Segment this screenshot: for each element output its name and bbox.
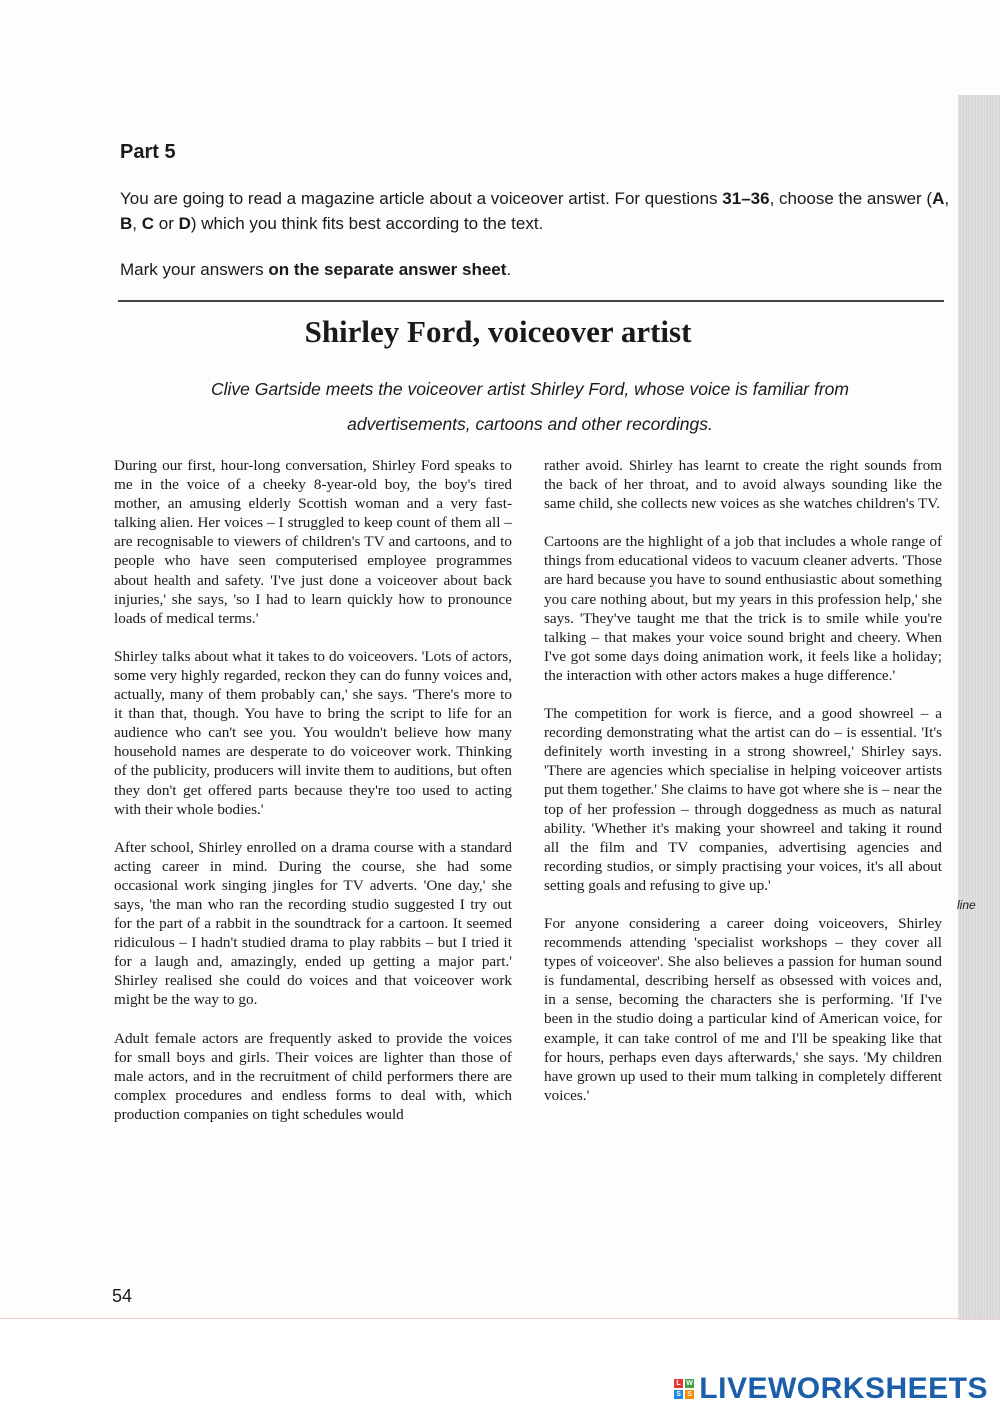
article-column-right — [544, 456, 942, 1124]
article-paragraph: For anyone considering a career doing voiceovers, Shirley recommends attending 'specialist workshops – they cover all types of voiceover'. She also believes a passion for human sound is fundamental, describing herself as obsessed with voices and, in a sense, becoming the characters she is performing. 'If I've been in the studio doing a particular kind of American voice, for example, it can take control of me and I'll be speaking like that for hours, perhaps even days afterwards,' she says. 'My children have grown up used to their mum talking in completely different voices.' — [544, 914, 942, 1104]
part-heading: Part 5 — [120, 141, 176, 163]
article-column-left — [114, 456, 512, 1143]
page-number: 54 — [112, 1286, 133, 1306]
brand-name: LIVEWORKSHEETS — [699, 1372, 988, 1405]
article-title: Shirley Ford, voiceover artist — [304, 314, 692, 349]
article-paragraph: During our first, hour-long conversation, Shirley Ford speaks to me in the voice of a cheeky 8-year-old boy, the boy's tired mother, an amusing elderly Scottish woman and a very fast-talking alien. Her voices – I struggled to keep count of them all – are recognisable to viewers of children's TV and cartoons, and to people who have seen computerised employee programmes about health and safety. 'I've just done a voiceover about back injuries,' she says, 'so I had to learn quickly how to pronounce loads of medical terms.' — [114, 457, 512, 627]
article-paragraph: rather avoid. Shirley has learnt to create the right sounds from the back of her throat, and to avoid always sounding like the same child, she collects new voices as she watches children's TV. — [544, 457, 942, 513]
logo-square: S — [676, 1391, 682, 1398]
article-paragraph: After school, Shirley enrolled on a drama course with a standard acting career in mind. During the course, she had some occasional work singing jingles for TV adverts. 'One day,' she says, 'the man who ran the recording studio suggested I try out for the part of a rabbit in the soundtrack for a cartoon. It seemed ridiculous – I hadn't studied drama to play rabbits – but I tried it for a laugh and, amazingly, ended up getting a major part.' Shirley realised she could do voices and that voiceover work might be the way to go. — [114, 838, 512, 1009]
liveworksheets-brand — [673, 1372, 988, 1406]
article-standfirst: Clive Gartside meets the voiceover artist Shirley Ford, whose voice is familiar from advertisements, cartoons and other recordings. — [211, 379, 849, 434]
liveworksheets-logo-icon — [673, 1378, 695, 1400]
logo-square: S — [687, 1391, 693, 1398]
page-edge — [0, 1318, 1000, 1319]
article-paragraph: Cartoons are the highlight of a job that includes a whole range of things from educational videos to vacuum cleaner adverts. 'Those are hard because you have to sound enthusiastic about something you care nothing about, but my years in this profession help,' she says. 'They've taught me that the trick is to smile while you're talking – that makes your voice sound bright and cheery. When I've got some days doing animation work, it feels like a holiday; the interaction with other actors makes a huge difference.' — [544, 533, 942, 684]
article-paragraph: The competition for work is fierce, and a good showreel – a recording demonstrating what the artist can do – is essential. 'It's definitely worth investing in a strong showreel,' Shirley says. 'There are agencies which specialise in helping voiceover artists put them together.' She claims to have got where she is – near the top of her profession – through doggedness as much as natural ability. 'Whether it's making your showreel and taking it round all the film and TV companies, advertising agencies and recording studios, or simply practising your voices, it's all about setting goals and refusing to give up.' — [544, 705, 942, 894]
book-binding-shadow — [958, 95, 1000, 1320]
divider-line — [118, 300, 944, 302]
answer-sheet-note: Mark your answers on the separate answer sheet. — [120, 260, 512, 279]
article-paragraph: Adult female actors are frequently asked to provide the voices for small boys and girls. Their voices are lighter than those of male actors, and in the recruitment of child performers there are complex procedures and endless forms to deal with, which production companies on tight schedules would — [114, 1029, 512, 1123]
task-instructions: You are going to read a magazine article about a voiceover artist. For questions 31–36, choose the answer (A, B, C or D) which you think fits best according to the text. — [120, 189, 950, 233]
line-reference-label: line — [957, 898, 976, 912]
question-range: 31–36 — [722, 189, 770, 208]
logo-square: W — [686, 1380, 694, 1387]
logo-square: L — [674, 1379, 683, 1388]
article-paragraph: Shirley talks about what it takes to do voiceovers. 'Lots of actors, some very highly regarded, reckon they can do funny voices and, actually, many of them probably can,' she says. 'There's more to it than that, though. You have to bring the script to life for an audience who can't see you. You wouldn't believe how many household names are desperate to do voiceover work. Thinking of the publicity, producers will invite them to auditions, but often they don't get offered parts because they're too used to acting with their whole bodies.' — [114, 647, 512, 818]
